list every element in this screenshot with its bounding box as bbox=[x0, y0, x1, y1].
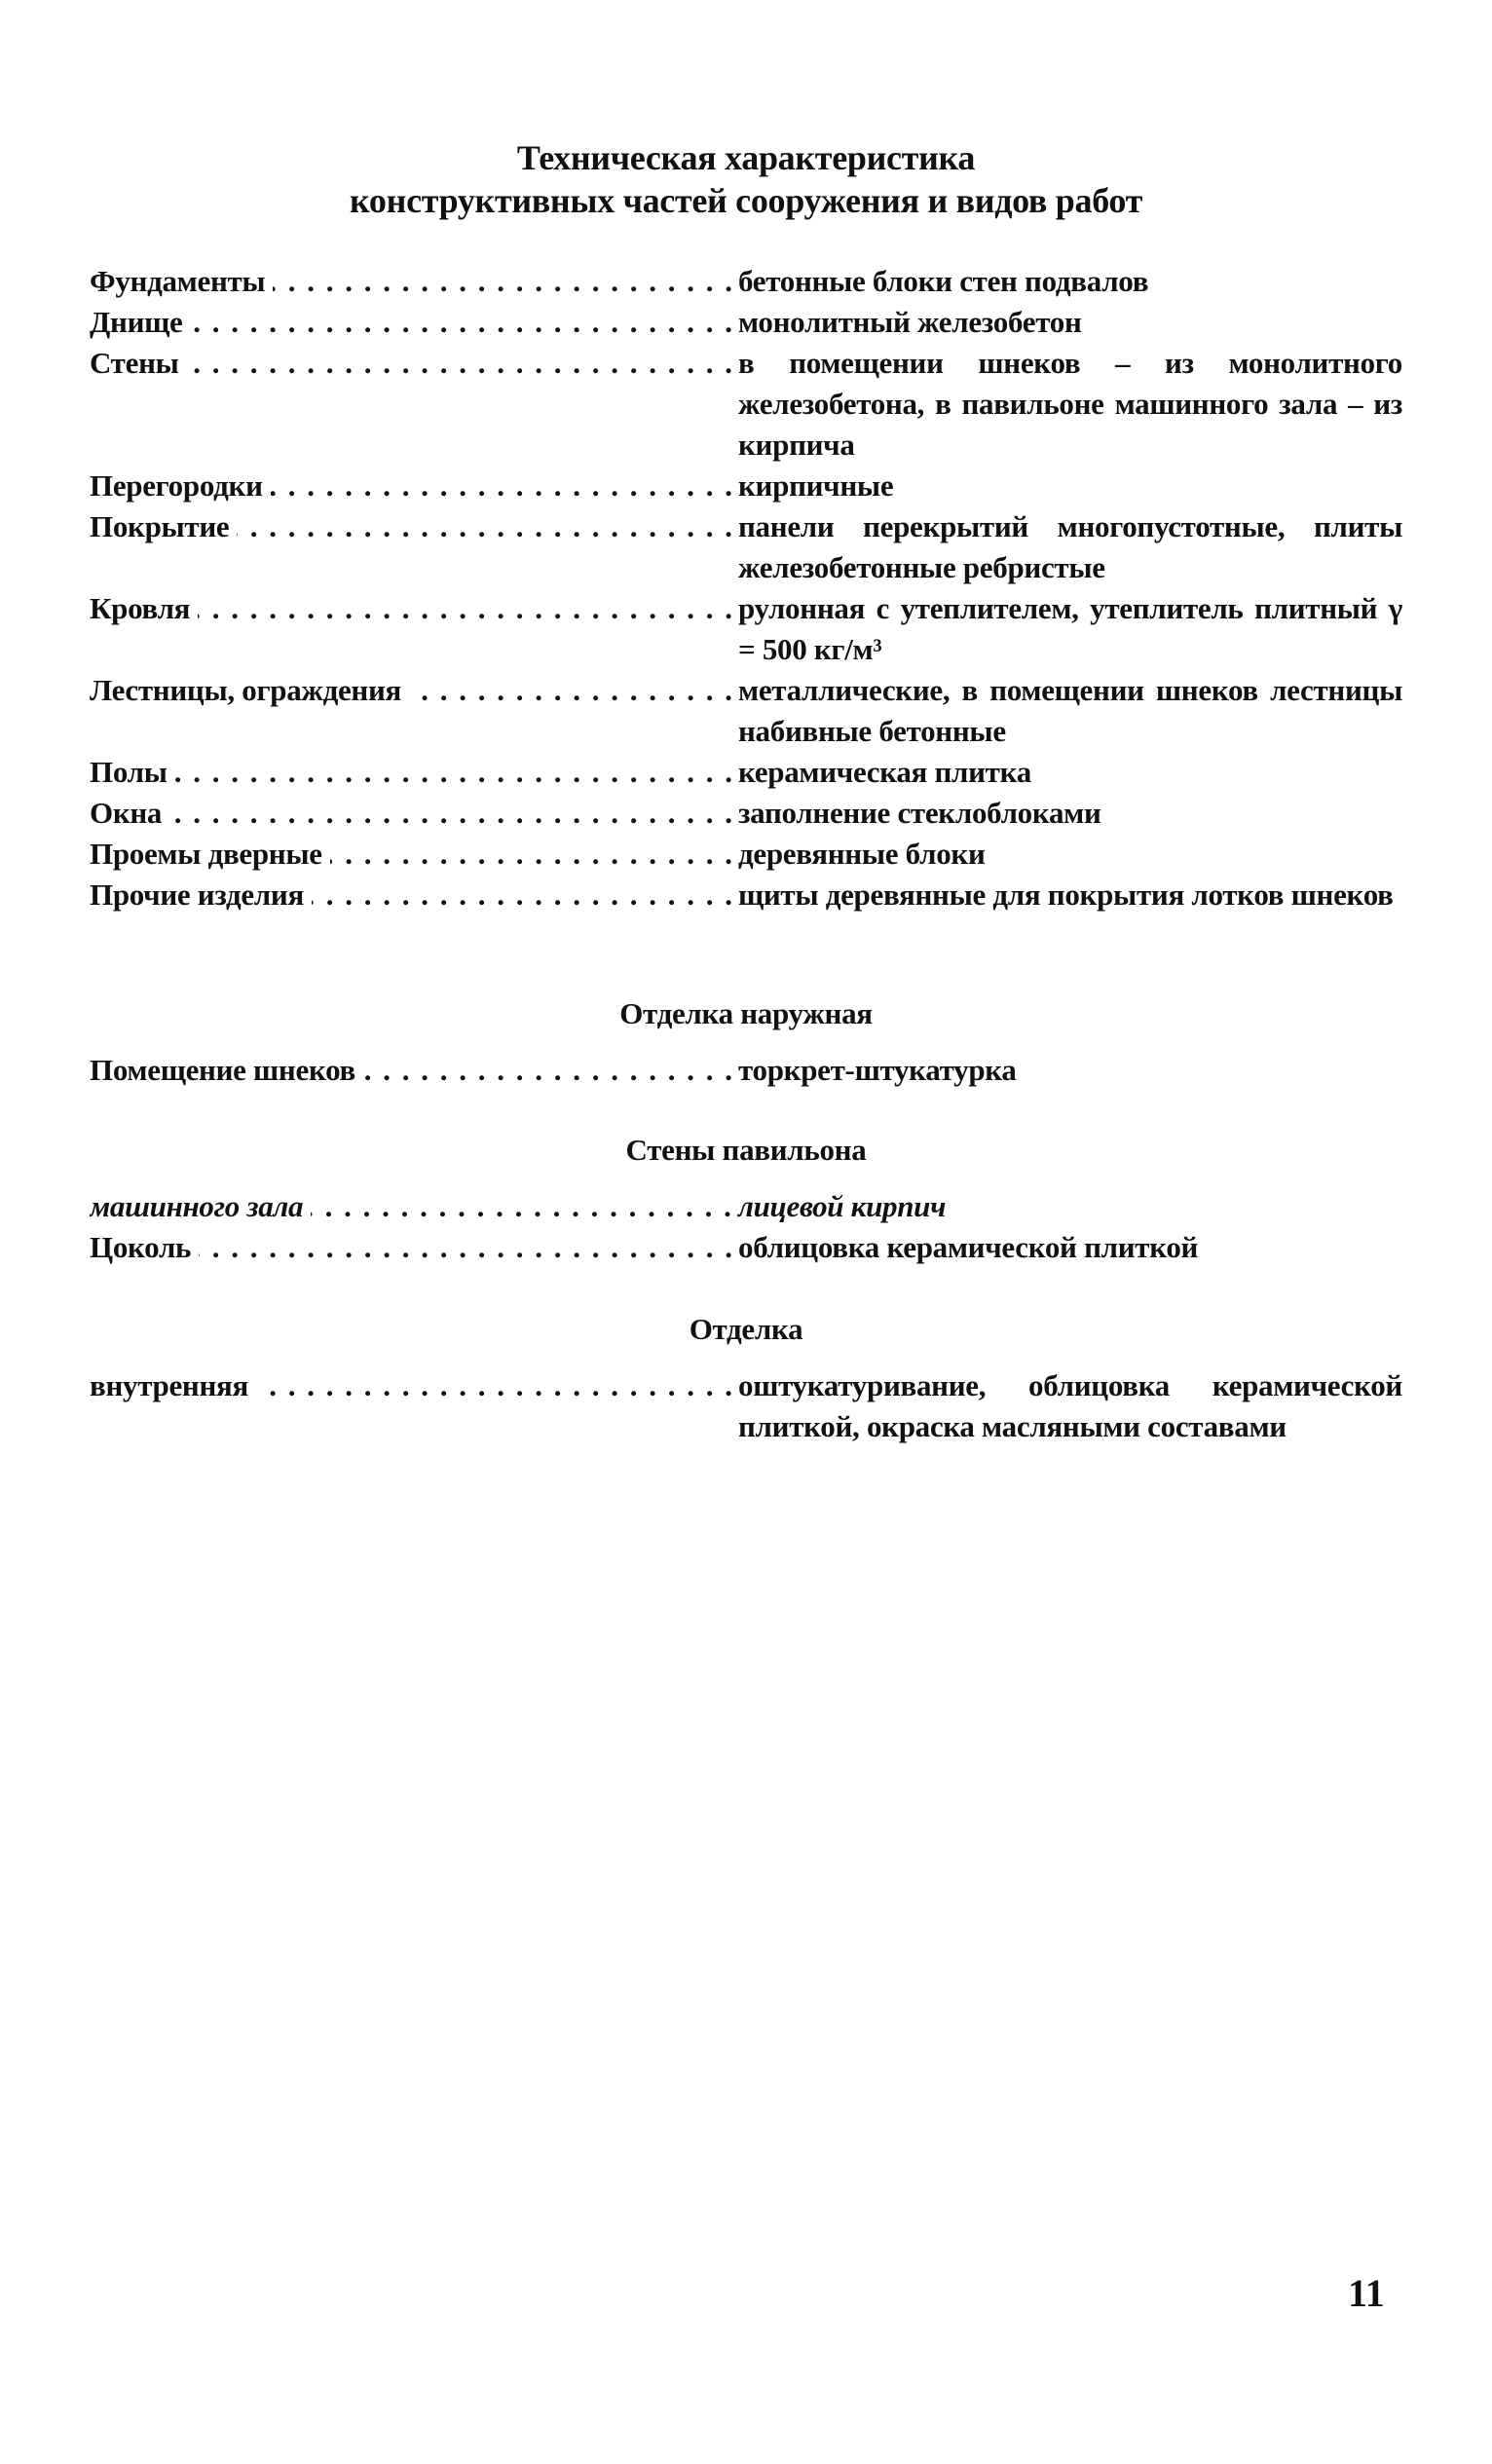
section-heading-interior: Отделка bbox=[689, 1312, 803, 1346]
spec-desc: монолитный железобетон bbox=[738, 305, 1082, 339]
spec-term: Стены . . . bbox=[90, 343, 734, 384]
spec-term: Кровля . . . bbox=[90, 588, 734, 629]
page-number: 11 bbox=[1348, 2271, 1385, 2315]
spec-desc: оштукатуривание, облицовка керамической плиткой, окраска масляными составами bbox=[738, 1368, 1402, 1443]
spec-term: Цоколь . . . bbox=[90, 1227, 734, 1268]
spec-desc: щиты деревянные для покрытия лотков шнеков bbox=[738, 877, 1394, 912]
spec-term: Проемы дверные . . . bbox=[90, 834, 734, 875]
section-heading-exterior: Отделка наружная bbox=[619, 996, 873, 1030]
document-title-line-1: Техническая характеристика bbox=[516, 138, 976, 177]
spec-desc: бетонные блоки стен подвалов bbox=[738, 264, 1149, 298]
section-heading-pavilion-walls: Стены павильона bbox=[625, 1133, 867, 1167]
spec-desc: торкрет-штукатурка bbox=[738, 1053, 1017, 1087]
spec-desc: панели перекрытий многопустотные, плиты железобетонные ребристые bbox=[738, 509, 1402, 584]
spec-desc: деревянные блоки bbox=[738, 837, 986, 871]
spec-desc: металлические, в помещении шнеков лестницы набивные бетонные bbox=[738, 673, 1402, 748]
spec-term: Фундаменты . . . bbox=[90, 261, 734, 302]
document-title-line-2: конструктивных частей сооружения и видов работ bbox=[349, 181, 1143, 220]
spec-term: Полы . . . bbox=[90, 752, 734, 793]
spec-term: внутренняя . . . bbox=[90, 1365, 734, 1406]
spec-term: машинного зала . . . bbox=[90, 1186, 734, 1227]
spec-desc: кирпичные bbox=[738, 468, 894, 503]
spec-desc: в помещении шнеков – из монолитного железобетона, в павильоне машинного зала – из кирпича bbox=[738, 346, 1402, 462]
spec-desc: облицовка керамической плиткой bbox=[738, 1230, 1199, 1264]
spec-term: Днище . . . bbox=[90, 302, 734, 343]
spec-term: Перегородки . . . bbox=[90, 466, 734, 506]
spec-term: Помещение шнеков . . . bbox=[90, 1050, 734, 1091]
spec-desc: лицевой кирпич bbox=[738, 1189, 947, 1223]
spec-desc: керамическая плитка bbox=[738, 755, 1031, 789]
spec-term: Покрытие . . . bbox=[90, 506, 734, 547]
spec-desc: заполнение стеклоблоками bbox=[738, 796, 1101, 830]
spec-term: Лестницы, ограждения . . . bbox=[90, 670, 734, 711]
spec-term: Прочие изделия . . . bbox=[90, 875, 734, 915]
spec-desc: рулонная с утеплителем, утеплитель плитный γ = 500 кг/м³ bbox=[738, 591, 1402, 666]
spec-term: Окна . . . bbox=[90, 793, 734, 834]
